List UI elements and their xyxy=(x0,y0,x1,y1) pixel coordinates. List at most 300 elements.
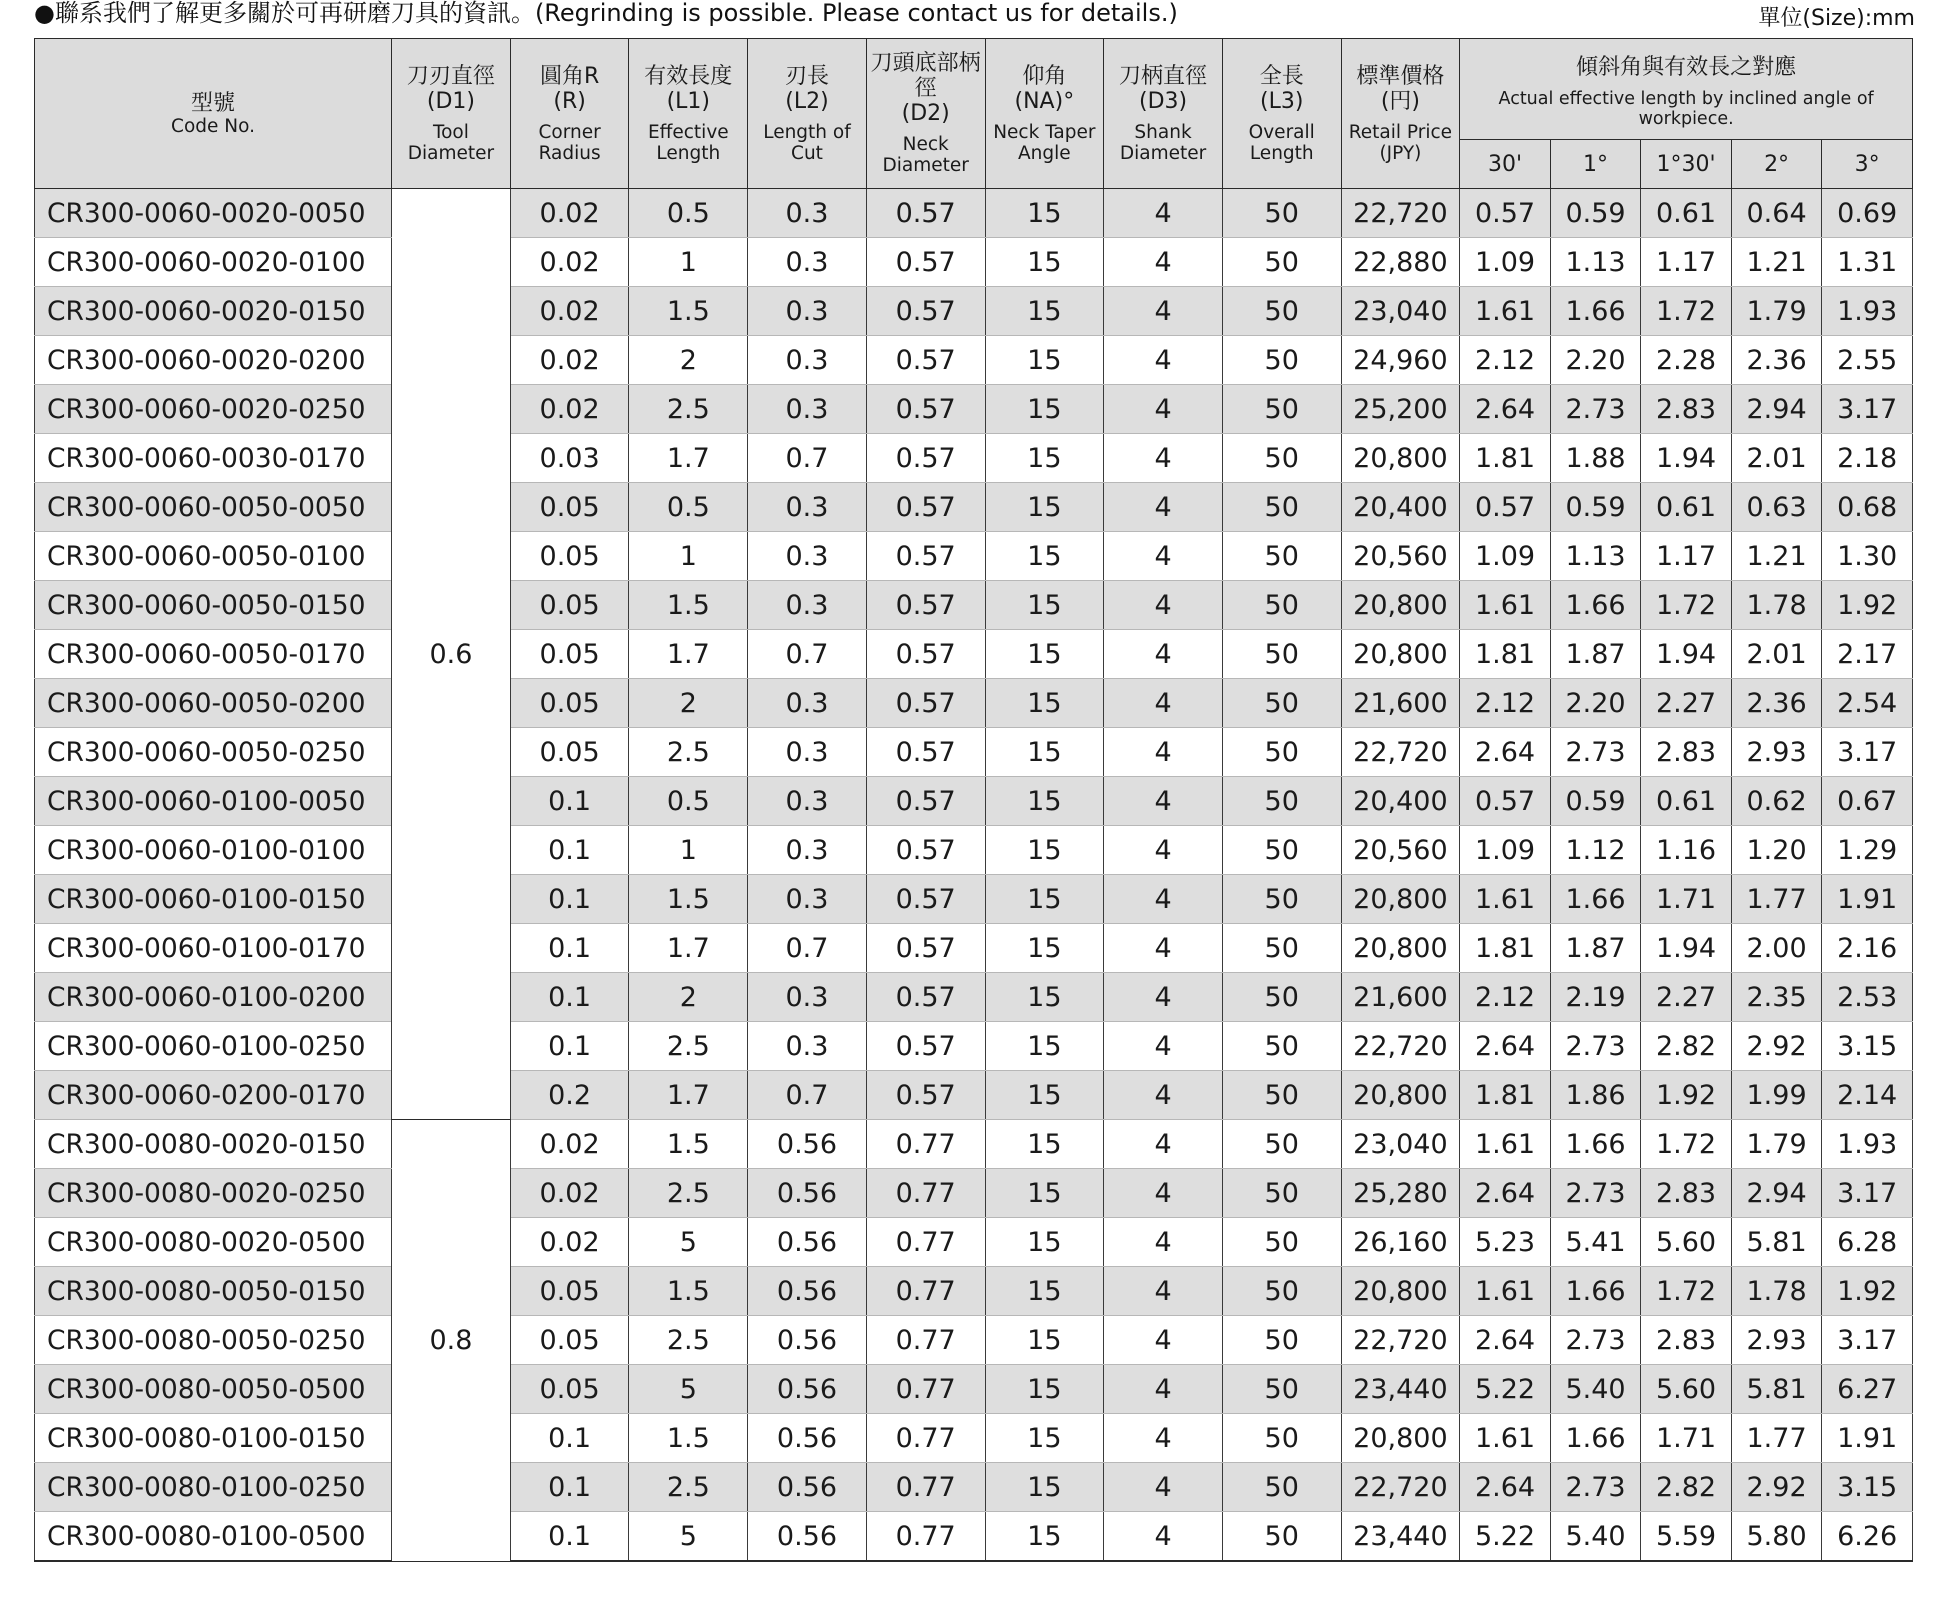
inclined-length-cell: 2.73 xyxy=(1550,1463,1641,1512)
inclined-length-cell: 2.64 xyxy=(1460,1463,1551,1512)
effective-length-cell: 1 xyxy=(629,238,748,287)
inclined-length-cell: 3.17 xyxy=(1822,385,1913,434)
length-of-cut-cell: 0.56 xyxy=(748,1463,867,1512)
neck-taper-angle-cell: 15 xyxy=(985,1316,1104,1365)
header-l1-en1: Effective xyxy=(647,121,729,143)
neck-diameter-cell: 0.77 xyxy=(866,1267,985,1316)
length-of-cut-cell: 0.3 xyxy=(748,777,867,826)
inclined-length-cell: 2.27 xyxy=(1641,679,1732,728)
inclined-length-cell: 1.81 xyxy=(1460,630,1551,679)
inclined-length-cell: 2.73 xyxy=(1550,1316,1641,1365)
header-l3-zh: 全長 xyxy=(1259,63,1304,89)
inclined-length-cell: 1.92 xyxy=(1822,581,1913,630)
inclined-length-cell: 5.60 xyxy=(1641,1365,1732,1414)
inclined-length-cell: 1.79 xyxy=(1731,1120,1822,1169)
inclined-length-cell: 1.77 xyxy=(1731,1414,1822,1463)
shank-diameter-cell: 4 xyxy=(1104,1463,1223,1512)
inclined-length-cell: 5.81 xyxy=(1731,1365,1822,1414)
shank-diameter-cell: 4 xyxy=(1104,1071,1223,1120)
shank-diameter-cell: 4 xyxy=(1104,238,1223,287)
effective-length-cell: 5 xyxy=(629,1365,748,1414)
inclined-length-cell: 2.16 xyxy=(1822,924,1913,973)
neck-diameter-cell: 0.57 xyxy=(866,679,985,728)
effective-length-cell: 0.5 xyxy=(629,189,748,238)
effective-length-cell: 5 xyxy=(629,1512,748,1562)
inclined-length-cell: 1.99 xyxy=(1731,1071,1822,1120)
overall-length-cell: 50 xyxy=(1222,1218,1341,1267)
code-cell: CR300-0060-0030-0170 xyxy=(35,434,392,483)
neck-diameter-cell: 0.77 xyxy=(866,1512,985,1562)
inclined-length-cell: 1.93 xyxy=(1822,287,1913,336)
table-row xyxy=(35,385,1913,434)
code-cell: CR300-0060-0020-0250 xyxy=(35,385,392,434)
inclined-length-cell: 5.81 xyxy=(1731,1218,1822,1267)
header-d2-zh: 刀頭底部柄徑 xyxy=(870,51,981,101)
inclined-length-cell: 0.64 xyxy=(1731,189,1822,238)
header-l1-zh: 有效長度 xyxy=(644,63,733,89)
unit-label: 單位(Size):mm xyxy=(1758,6,1915,31)
code-cell: CR300-0060-0200-0170 xyxy=(35,1071,392,1120)
code-cell: CR300-0060-0020-0150 xyxy=(35,287,392,336)
length-of-cut-cell: 0.56 xyxy=(748,1218,867,1267)
inclined-length-cell: 2.73 xyxy=(1550,1169,1641,1218)
inclined-length-cell: 1.61 xyxy=(1460,287,1551,336)
header-price-zh: 標準價格 xyxy=(1356,63,1445,89)
neck-diameter-cell: 0.57 xyxy=(866,630,985,679)
corner-radius-cell: 0.05 xyxy=(510,1365,629,1414)
neck-diameter-cell: 0.57 xyxy=(866,581,985,630)
shank-diameter-cell: 4 xyxy=(1104,875,1223,924)
inclined-length-cell: 2.01 xyxy=(1731,630,1822,679)
code-cell: CR300-0080-0050-0250 xyxy=(35,1316,392,1365)
inclined-length-cell: 1.92 xyxy=(1641,1071,1732,1120)
overall-length-cell: 50 xyxy=(1222,1365,1341,1414)
inclined-length-cell: 1.87 xyxy=(1550,924,1641,973)
header-r-en1: Corner xyxy=(538,121,601,143)
effective-length-cell: 1.7 xyxy=(629,924,748,973)
inclined-length-cell: 1.66 xyxy=(1550,1414,1641,1463)
neck-diameter-cell: 0.57 xyxy=(866,924,985,973)
corner-radius-cell: 0.1 xyxy=(510,777,629,826)
header-d2-sym: (D2) xyxy=(901,101,950,126)
header-angle-1deg: 1° xyxy=(1550,140,1641,189)
inclined-length-cell: 0.61 xyxy=(1641,483,1732,532)
inclined-length-cell: 1.66 xyxy=(1550,1267,1641,1316)
length-of-cut-cell: 0.7 xyxy=(748,434,867,483)
shank-diameter-cell: 4 xyxy=(1104,189,1223,238)
inclined-length-cell: 1.61 xyxy=(1460,875,1551,924)
inclined-length-cell: 1.21 xyxy=(1731,238,1822,287)
overall-length-cell: 50 xyxy=(1222,924,1341,973)
inclined-length-cell: 1.91 xyxy=(1822,1414,1913,1463)
inclined-length-cell: 2.93 xyxy=(1731,728,1822,777)
header-angle-3deg: 3° xyxy=(1822,140,1913,189)
inclined-length-cell: 2.93 xyxy=(1731,1316,1822,1365)
inclined-length-cell: 2.53 xyxy=(1822,973,1913,1022)
effective-length-cell: 2.5 xyxy=(629,1169,748,1218)
effective-length-cell: 2.5 xyxy=(629,1463,748,1512)
neck-diameter-cell: 0.77 xyxy=(866,1365,985,1414)
table-row xyxy=(35,238,1913,287)
corner-radius-cell: 0.1 xyxy=(510,826,629,875)
header-d2 xyxy=(866,39,985,189)
overall-length-cell: 50 xyxy=(1222,1120,1341,1169)
neck-taper-angle-cell: 15 xyxy=(985,385,1104,434)
length-of-cut-cell: 0.3 xyxy=(748,581,867,630)
effective-length-cell: 1 xyxy=(629,532,748,581)
inclined-length-cell: 2.82 xyxy=(1641,1463,1732,1512)
retail-price-cell: 23,440 xyxy=(1341,1512,1460,1562)
effective-length-cell: 1.5 xyxy=(629,1414,748,1463)
code-cell: CR300-0060-0050-0050 xyxy=(35,483,392,532)
length-of-cut-cell: 0.3 xyxy=(748,189,867,238)
overall-length-cell: 50 xyxy=(1222,630,1341,679)
table-row xyxy=(35,287,1913,336)
header-code-en: Code No. xyxy=(171,115,256,137)
shank-diameter-cell: 4 xyxy=(1104,385,1223,434)
inclined-length-cell: 1.93 xyxy=(1822,1120,1913,1169)
inclined-length-cell: 1.29 xyxy=(1822,826,1913,875)
shank-diameter-cell: 4 xyxy=(1104,483,1223,532)
code-cell: CR300-0080-0050-0500 xyxy=(35,1365,392,1414)
inclined-length-cell: 5.40 xyxy=(1550,1512,1641,1562)
code-cell: CR300-0060-0050-0250 xyxy=(35,728,392,777)
inclined-length-cell: 0.68 xyxy=(1822,483,1913,532)
neck-taper-angle-cell: 15 xyxy=(985,728,1104,777)
table-row xyxy=(35,630,1913,679)
inclined-length-cell: 1.09 xyxy=(1460,532,1551,581)
inclined-length-cell: 2.92 xyxy=(1731,1022,1822,1071)
retail-price-cell: 22,880 xyxy=(1341,238,1460,287)
neck-diameter-cell: 0.77 xyxy=(866,1218,985,1267)
inclined-length-cell: 5.40 xyxy=(1550,1365,1641,1414)
inclined-length-cell: 2.27 xyxy=(1641,973,1732,1022)
shank-diameter-cell: 4 xyxy=(1104,287,1223,336)
inclined-length-cell: 0.59 xyxy=(1550,777,1641,826)
inclined-length-cell: 1.61 xyxy=(1460,581,1551,630)
inclined-length-cell: 2.83 xyxy=(1641,728,1732,777)
neck-diameter-cell: 0.57 xyxy=(866,826,985,875)
inclined-length-cell: 2.83 xyxy=(1641,1169,1732,1218)
neck-taper-angle-cell: 15 xyxy=(985,1365,1104,1414)
inclined-length-cell: 2.83 xyxy=(1641,385,1732,434)
retail-price-cell: 22,720 xyxy=(1341,728,1460,777)
neck-diameter-cell: 0.77 xyxy=(866,1414,985,1463)
inclined-length-cell: 1.79 xyxy=(1731,287,1822,336)
neck-diameter-cell: 0.57 xyxy=(866,1022,985,1071)
table-row xyxy=(35,1022,1913,1071)
inclined-length-cell: 2.73 xyxy=(1550,385,1641,434)
length-of-cut-cell: 0.3 xyxy=(748,875,867,924)
retail-price-cell: 20,800 xyxy=(1341,1414,1460,1463)
inclined-length-cell: 1.94 xyxy=(1641,434,1732,483)
length-of-cut-cell: 0.3 xyxy=(748,532,867,581)
header-na-en1: Neck Taper xyxy=(993,121,1096,143)
shank-diameter-cell: 4 xyxy=(1104,532,1223,581)
code-cell: CR300-0060-0100-0250 xyxy=(35,1022,392,1071)
corner-radius-cell: 0.2 xyxy=(510,1071,629,1120)
inclined-length-cell: 2.18 xyxy=(1822,434,1913,483)
corner-radius-cell: 0.03 xyxy=(510,434,629,483)
overall-length-cell: 50 xyxy=(1222,973,1341,1022)
header-d1-en1: Tool xyxy=(432,121,469,143)
corner-radius-cell: 0.02 xyxy=(510,1218,629,1267)
shank-diameter-cell: 4 xyxy=(1104,1120,1223,1169)
retail-price-cell: 25,200 xyxy=(1341,385,1460,434)
inclined-length-cell: 5.41 xyxy=(1550,1218,1641,1267)
length-of-cut-cell: 0.56 xyxy=(748,1316,867,1365)
overall-length-cell: 50 xyxy=(1222,679,1341,728)
retail-price-cell: 20,800 xyxy=(1341,581,1460,630)
header-d1-en2: Diameter xyxy=(407,142,495,164)
header-row xyxy=(35,39,1913,140)
corner-radius-cell: 0.02 xyxy=(510,287,629,336)
table-row xyxy=(35,1316,1913,1365)
retail-price-cell: 20,400 xyxy=(1341,483,1460,532)
inclined-length-cell: 1.17 xyxy=(1641,238,1732,287)
header-angle-1deg30min: 1°30' xyxy=(1641,140,1732,189)
header-angle-group xyxy=(1460,39,1913,140)
neck-taper-angle-cell: 15 xyxy=(985,1512,1104,1562)
neck-diameter-cell: 0.77 xyxy=(866,1169,985,1218)
inclined-length-cell: 2.64 xyxy=(1460,1316,1551,1365)
header-d1 xyxy=(392,39,511,189)
inclined-length-cell: 2.35 xyxy=(1731,973,1822,1022)
header-price xyxy=(1341,39,1460,189)
inclined-length-cell: 1.13 xyxy=(1550,238,1641,287)
neck-diameter-cell: 0.57 xyxy=(866,385,985,434)
retail-price-cell: 20,800 xyxy=(1341,875,1460,924)
table-row xyxy=(35,1512,1913,1562)
corner-radius-cell: 0.05 xyxy=(510,679,629,728)
effective-length-cell: 0.5 xyxy=(629,483,748,532)
neck-diameter-cell: 0.57 xyxy=(866,532,985,581)
inclined-length-cell: 1.77 xyxy=(1731,875,1822,924)
corner-radius-cell: 0.05 xyxy=(510,728,629,777)
neck-diameter-cell: 0.77 xyxy=(866,1463,985,1512)
inclined-length-cell: 6.28 xyxy=(1822,1218,1913,1267)
header-l2 xyxy=(748,39,867,189)
header-d3-en2: Diameter xyxy=(1119,142,1207,164)
neck-diameter-cell: 0.57 xyxy=(866,483,985,532)
shank-diameter-cell: 4 xyxy=(1104,1169,1223,1218)
overall-length-cell: 50 xyxy=(1222,336,1341,385)
header-l3-sym: (L3) xyxy=(1260,88,1304,114)
shank-diameter-cell: 4 xyxy=(1104,728,1223,777)
inclined-length-cell: 2.36 xyxy=(1731,336,1822,385)
neck-taper-angle-cell: 15 xyxy=(985,1169,1104,1218)
shank-diameter-cell: 4 xyxy=(1104,336,1223,385)
length-of-cut-cell: 0.3 xyxy=(748,238,867,287)
header-na-zh: 仰角 xyxy=(1022,63,1067,89)
corner-radius-cell: 0.02 xyxy=(510,1169,629,1218)
neck-taper-angle-cell: 15 xyxy=(985,434,1104,483)
header-d3 xyxy=(1104,39,1223,189)
shank-diameter-cell: 4 xyxy=(1104,777,1223,826)
inclined-length-cell: 2.14 xyxy=(1822,1071,1913,1120)
code-cell: CR300-0060-0100-0200 xyxy=(35,973,392,1022)
neck-taper-angle-cell: 15 xyxy=(985,1022,1104,1071)
inclined-length-cell: 6.26 xyxy=(1822,1512,1913,1562)
inclined-length-cell: 2.94 xyxy=(1731,385,1822,434)
inclined-length-cell: 5.22 xyxy=(1460,1512,1551,1562)
inclined-length-cell: 0.57 xyxy=(1460,483,1551,532)
inclined-length-cell: 1.09 xyxy=(1460,238,1551,287)
header-l2-sym: (L2) xyxy=(785,88,829,114)
overall-length-cell: 50 xyxy=(1222,1071,1341,1120)
corner-radius-cell: 0.1 xyxy=(510,1512,629,1562)
overall-length-cell: 50 xyxy=(1222,434,1341,483)
overall-length-cell: 50 xyxy=(1222,1512,1341,1562)
inclined-length-cell: 6.27 xyxy=(1822,1365,1913,1414)
length-of-cut-cell: 0.7 xyxy=(748,1071,867,1120)
length-of-cut-cell: 0.3 xyxy=(748,336,867,385)
corner-radius-cell: 0.02 xyxy=(510,385,629,434)
code-cell: CR300-0060-0050-0150 xyxy=(35,581,392,630)
overall-length-cell: 50 xyxy=(1222,1022,1341,1071)
neck-taper-angle-cell: 15 xyxy=(985,483,1104,532)
retail-price-cell: 23,040 xyxy=(1341,1120,1460,1169)
inclined-length-cell: 2.73 xyxy=(1550,728,1641,777)
inclined-length-cell: 2.64 xyxy=(1460,385,1551,434)
header-l3-en1: Overall xyxy=(1248,121,1315,143)
corner-radius-cell: 0.05 xyxy=(510,532,629,581)
corner-radius-cell: 0.02 xyxy=(510,238,629,287)
length-of-cut-cell: 0.3 xyxy=(748,973,867,1022)
inclined-length-cell: 1.78 xyxy=(1731,581,1822,630)
length-of-cut-cell: 0.56 xyxy=(748,1414,867,1463)
neck-diameter-cell: 0.57 xyxy=(866,1071,985,1120)
length-of-cut-cell: 0.56 xyxy=(748,1169,867,1218)
retail-price-cell: 20,800 xyxy=(1341,1071,1460,1120)
neck-taper-angle-cell: 15 xyxy=(985,1071,1104,1120)
neck-taper-angle-cell: 15 xyxy=(985,336,1104,385)
effective-length-cell: 2 xyxy=(629,973,748,1022)
corner-radius-cell: 0.02 xyxy=(510,189,629,238)
shank-diameter-cell: 4 xyxy=(1104,1414,1223,1463)
effective-length-cell: 2 xyxy=(629,679,748,728)
effective-length-cell: 1 xyxy=(629,826,748,875)
inclined-length-cell: 1.17 xyxy=(1641,532,1732,581)
table-row xyxy=(35,1169,1913,1218)
length-of-cut-cell: 0.56 xyxy=(748,1267,867,1316)
neck-taper-angle-cell: 15 xyxy=(985,1120,1104,1169)
overall-length-cell: 50 xyxy=(1222,532,1341,581)
table-row xyxy=(35,1218,1913,1267)
neck-taper-angle-cell: 15 xyxy=(985,532,1104,581)
neck-diameter-cell: 0.77 xyxy=(866,1316,985,1365)
inclined-length-cell: 3.17 xyxy=(1822,1169,1913,1218)
inclined-length-cell: 1.66 xyxy=(1550,581,1641,630)
retail-price-cell: 20,800 xyxy=(1341,924,1460,973)
effective-length-cell: 1.5 xyxy=(629,581,748,630)
corner-radius-cell: 0.05 xyxy=(510,483,629,532)
inclined-length-cell: 2.54 xyxy=(1822,679,1913,728)
inclined-length-cell: 5.80 xyxy=(1731,1512,1822,1562)
inclined-length-cell: 2.01 xyxy=(1731,434,1822,483)
length-of-cut-cell: 0.3 xyxy=(748,1022,867,1071)
effective-length-cell: 2.5 xyxy=(629,728,748,777)
neck-diameter-cell: 0.57 xyxy=(866,238,985,287)
inclined-length-cell: 5.59 xyxy=(1641,1512,1732,1562)
neck-taper-angle-cell: 15 xyxy=(985,189,1104,238)
spec-table-body xyxy=(35,189,1913,1562)
corner-radius-cell: 0.1 xyxy=(510,1414,629,1463)
header-d3-zh: 刀柄直徑 xyxy=(1119,63,1208,89)
retail-price-cell: 20,800 xyxy=(1341,434,1460,483)
length-of-cut-cell: 0.7 xyxy=(748,924,867,973)
length-of-cut-cell: 0.3 xyxy=(748,483,867,532)
overall-length-cell: 50 xyxy=(1222,1463,1341,1512)
inclined-length-cell: 2.36 xyxy=(1731,679,1822,728)
header-d2-en1: Neck xyxy=(902,134,949,155)
corner-radius-cell: 0.05 xyxy=(510,1267,629,1316)
header-na-en2: Angle xyxy=(1018,142,1071,164)
neck-diameter-cell: 0.57 xyxy=(866,287,985,336)
code-cell: CR300-0080-0100-0250 xyxy=(35,1463,392,1512)
overall-length-cell: 50 xyxy=(1222,581,1341,630)
inclined-length-cell: 1.72 xyxy=(1641,1120,1732,1169)
inclined-length-cell: 2.73 xyxy=(1550,1022,1641,1071)
inclined-length-cell: 2.64 xyxy=(1460,1022,1551,1071)
length-of-cut-cell: 0.56 xyxy=(748,1512,867,1562)
inclined-length-cell: 1.81 xyxy=(1460,1071,1551,1120)
table-row xyxy=(35,728,1913,777)
shank-diameter-cell: 4 xyxy=(1104,1512,1223,1562)
code-cell: CR300-0060-0020-0050 xyxy=(35,189,392,238)
code-cell: CR300-0080-0100-0500 xyxy=(35,1512,392,1562)
header-code-zh: 型號 xyxy=(191,90,236,116)
overall-length-cell: 50 xyxy=(1222,287,1341,336)
code-cell: CR300-0080-0050-0150 xyxy=(35,1267,392,1316)
header-l2-en2: Cut xyxy=(791,142,823,164)
shank-diameter-cell: 4 xyxy=(1104,1022,1223,1071)
retail-price-cell: 20,560 xyxy=(1341,826,1460,875)
overall-length-cell: 50 xyxy=(1222,777,1341,826)
length-of-cut-cell: 0.3 xyxy=(748,826,867,875)
code-cell: CR300-0080-0100-0150 xyxy=(35,1414,392,1463)
inclined-length-cell: 1.88 xyxy=(1550,434,1641,483)
table-row xyxy=(35,973,1913,1022)
overall-length-cell: 50 xyxy=(1222,1267,1341,1316)
inclined-length-cell: 2.92 xyxy=(1731,1463,1822,1512)
code-cell: CR300-0060-0050-0170 xyxy=(35,630,392,679)
neck-taper-angle-cell: 15 xyxy=(985,679,1104,728)
length-of-cut-cell: 0.7 xyxy=(748,630,867,679)
inclined-length-cell: 2.82 xyxy=(1641,1022,1732,1071)
code-cell: CR300-0060-0100-0050 xyxy=(35,777,392,826)
neck-taper-angle-cell: 15 xyxy=(985,238,1104,287)
length-of-cut-cell: 0.3 xyxy=(748,679,867,728)
inclined-length-cell: 1.72 xyxy=(1641,287,1732,336)
header-l2-en1: Length of xyxy=(763,121,851,143)
tool-diameter-cell: 0.6 xyxy=(392,189,511,1120)
inclined-length-cell: 2.20 xyxy=(1550,336,1641,385)
table-row xyxy=(35,924,1913,973)
inclined-length-cell: 1.13 xyxy=(1550,532,1641,581)
inclined-length-cell: 1.81 xyxy=(1460,924,1551,973)
inclined-length-cell: 1.78 xyxy=(1731,1267,1822,1316)
inclined-length-cell: 1.66 xyxy=(1550,1120,1641,1169)
inclined-length-cell: 1.86 xyxy=(1550,1071,1641,1120)
effective-length-cell: 2.5 xyxy=(629,1022,748,1071)
table-row xyxy=(35,1414,1913,1463)
inclined-length-cell: 1.20 xyxy=(1731,826,1822,875)
inclined-length-cell: 5.23 xyxy=(1460,1218,1551,1267)
table-row xyxy=(35,336,1913,385)
effective-length-cell: 1.5 xyxy=(629,287,748,336)
inclined-length-cell: 3.15 xyxy=(1822,1022,1913,1071)
